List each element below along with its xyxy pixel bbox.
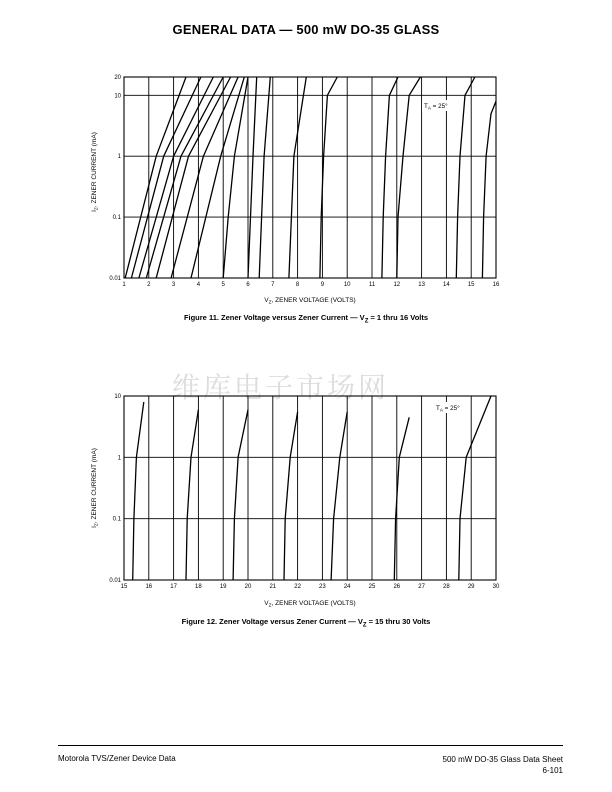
figure-11-y-axis-label: $I_Z$, ZENER CURRENT (mA) [91, 132, 100, 212]
footer-left: Motorola TVS/Zener Device Data [58, 754, 176, 763]
fig12-x-tick-label: 17 [170, 584, 177, 590]
fig12-x-tick-label: 21 [269, 584, 277, 590]
fig12-x-tick-label: 15 [120, 584, 128, 590]
fig12-x-tick-label: 18 [195, 584, 202, 590]
fig11-x-tick-label: 13 [418, 282, 425, 288]
fig12-x-tick-label: 19 [219, 584, 227, 590]
fig11-y-tick-label: 10 [114, 93, 121, 100]
fig11-x-tick-label: 1 [122, 282, 126, 288]
fig11-x-tick-label: 5 [221, 282, 225, 288]
fig12-y-tick-label: 10 [114, 394, 121, 400]
fig12-curve-3 [233, 410, 248, 580]
fig12-curve-1 [133, 402, 144, 580]
fig12-x-tick-label: 27 [418, 584, 425, 590]
fig12-y-tick-label: 0.01 [109, 578, 121, 584]
figure-12-caption: Figure 12. Zener Voltage versus Zener Current — $V_Z = 15$ thru 30 Volts [181, 617, 431, 629]
fig12-x-tick-label: 25 [368, 584, 376, 590]
figure-12-y-ticks [109, 394, 121, 584]
fig12-x-tick-label: 28 [443, 584, 450, 590]
fig12-x-tick-label: 24 [343, 584, 351, 590]
fig12-x-tick-label: 22 [294, 584, 301, 590]
figure-12-y-axis-label: $I_Z$, ZENER CURRENT (mA) [91, 448, 100, 528]
fig12-curve-4 [284, 412, 298, 580]
fig11-x-tick-label: 10 [343, 282, 351, 288]
fig12-x-tick-label: 16 [145, 584, 153, 590]
fig12-curve-2 [186, 410, 198, 580]
fig12-x-tick-label: 23 [319, 584, 326, 590]
fig11-x-tick-label: 16 [492, 282, 500, 288]
fig11-y-tick-label: 20 [114, 75, 121, 81]
fig11-y-tick-label: 1 [117, 154, 121, 161]
fig11-x-tick-label: 12 [393, 282, 401, 288]
figure-12-x-axis-label: $V_Z$, ZENER VOLTAGE (VOLTS) [264, 600, 356, 609]
fig11-y-tick-label: 0.01 [109, 276, 121, 282]
footer-right [443, 754, 564, 776]
footer-rule [58, 745, 563, 746]
fig12-x-tick-label: 30 [492, 584, 500, 590]
footer-doc-title: 500 mW DO-35 Glass Data Sheet [442, 755, 563, 764]
fig12-x-tick-label: 29 [467, 584, 475, 590]
figure-11-x-axis-label: $V_Z$, ZENER VOLTAGE (VOLTS) [264, 297, 356, 306]
fig11-x-tick-label: 8 [295, 282, 300, 288]
fig12-y-tick-label: 1 [117, 455, 121, 462]
fig11-x-tick-label: 15 [467, 282, 475, 288]
figure-12-grid [124, 396, 496, 580]
figure-12-curves [133, 396, 491, 580]
fig12-x-tick-label: 26 [393, 584, 401, 590]
figure-11-caption: Figure 11. Zener Voltage versus Zener Current — $V_Z = 1$ thru 16 Volts [183, 313, 429, 325]
fig11-x-tick-label: 6 [246, 282, 250, 288]
fig11-y-tick-label: 0.1 [112, 215, 121, 222]
fig11-x-tick-label: 9 [320, 282, 325, 288]
fig11-x-tick-label: 7 [271, 282, 275, 288]
fig11-x-tick-label: 2 [147, 282, 151, 288]
watermark: 维库电子市场网 [172, 371, 390, 404]
fig12-curve-5 [331, 412, 347, 580]
fig11-x-tick-label: 14 [443, 282, 450, 288]
fig12-plot-frame [124, 396, 496, 580]
page-title: GENERAL DATA — 500 mW DO-35 GLASS [172, 22, 440, 37]
figure-12-ta-label: $T_A = 25^\circ$ [436, 405, 460, 413]
footer-page-number: 6-101 [542, 766, 563, 775]
fig12-y-tick-label: 0.1 [112, 516, 121, 523]
figure-11-ta-label: $T_A = 25^\circ$ [424, 103, 448, 111]
figure-12-x-ticks [121, 584, 500, 590]
fig12-x-tick-label: 20 [244, 584, 252, 590]
fig12-curve-7 [459, 396, 491, 580]
fig11-x-tick-label: 4 [196, 282, 201, 288]
fig11-x-tick-label: 11 [368, 282, 376, 288]
fig11-x-tick-label: 3 [171, 282, 176, 288]
